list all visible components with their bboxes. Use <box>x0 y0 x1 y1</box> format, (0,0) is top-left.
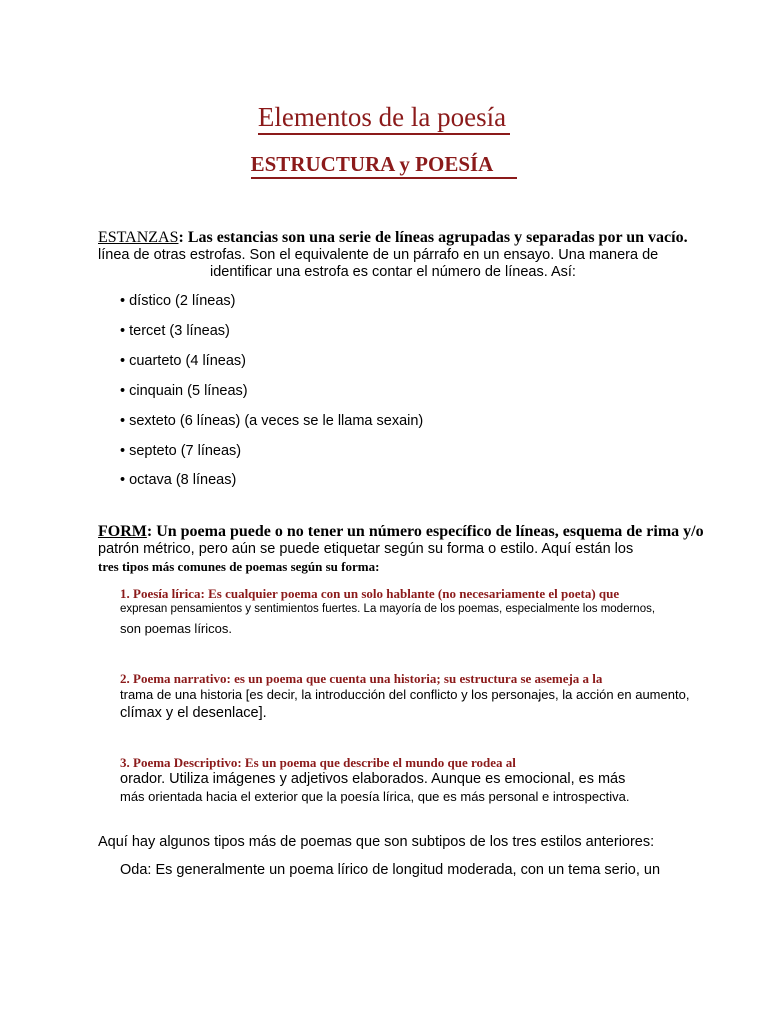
list-item: • cuarteto (4 líneas) <box>120 353 246 369</box>
list-item: • cinquain (5 líneas) <box>120 383 248 399</box>
form-line-2: tres tipos más comunes de poemas según su forma: <box>98 559 380 574</box>
type-heading-3: 3. Poema Descriptivo: Es un poema que describe el mundo que rodea al <box>120 755 516 770</box>
type-line: expresan pensamientos y sentimientos fuertes. La mayoría de los poemas, especialmente los modernos, <box>120 603 656 615</box>
estanzas-line-1: línea de otras estrofas. Son el equivalente de un párrafo en un ensayo. Una manera de <box>98 247 659 263</box>
type-line: son poemas líricos. <box>120 621 232 636</box>
type-heading-2: 2. Poema narrativo: es un poema que cuenta una historia; su estructura se asemeja a la <box>120 671 603 686</box>
type-line: orador. Utiliza imágenes y adjetivos elaborados. Aunque es emocional, es más <box>120 771 626 787</box>
estanzas-term: ESTANZAS <box>98 229 179 246</box>
oda-text: Oda: Es generalmente un poema lírico de longitud moderada, con un tema serio, un <box>120 862 661 878</box>
estanzas-lead: ESTANZAS: Las estancias son una serie de líneas agrupadas y separadas por un vacío. <box>98 229 688 246</box>
form-lead: FORM: Un poema puede o no tener un número específico de líneas, esquema de rima y/o <box>98 523 704 540</box>
page-subtitle: ESTRUCTURA y POESÍA <box>0 152 768 177</box>
form-line-1: patrón métrico, pero aún se puede etiquetar según su forma o estilo. Aquí están los <box>98 541 634 557</box>
page-title: Elementos de la poesía <box>0 102 768 133</box>
type-line: clímax y el desenlace]. <box>120 705 267 721</box>
list-item: • dístico (2 líneas) <box>120 293 236 309</box>
list-item: • tercet (3 líneas) <box>120 323 230 339</box>
form-term: FORM <box>98 523 147 540</box>
list-item: • septeto (7 líneas) <box>120 443 242 459</box>
list-item: • octava (8 líneas) <box>120 472 237 488</box>
type-line: trama de una historia [es decir, la introducción del conflicto y los personajes, la acción en aumento, <box>120 687 690 702</box>
list-item: • sexteto (6 líneas) (a veces se le llama sexain) <box>120 413 424 429</box>
more-types-text: Aquí hay algunos tipos más de poemas que son subtipos de los tres estilos anteriores: <box>98 834 655 850</box>
estanzas-line-2: identificar una estrofa es contar el número de líneas. Así: <box>210 264 576 280</box>
type-heading-1: 1. Poesía lírica: Es cualquier poema con un solo hablante (no necesariamente el poeta) que <box>120 586 620 601</box>
type-line: más orientada hacia el exterior que la poesía lírica, que es más personal e introspectiva. <box>120 789 630 804</box>
